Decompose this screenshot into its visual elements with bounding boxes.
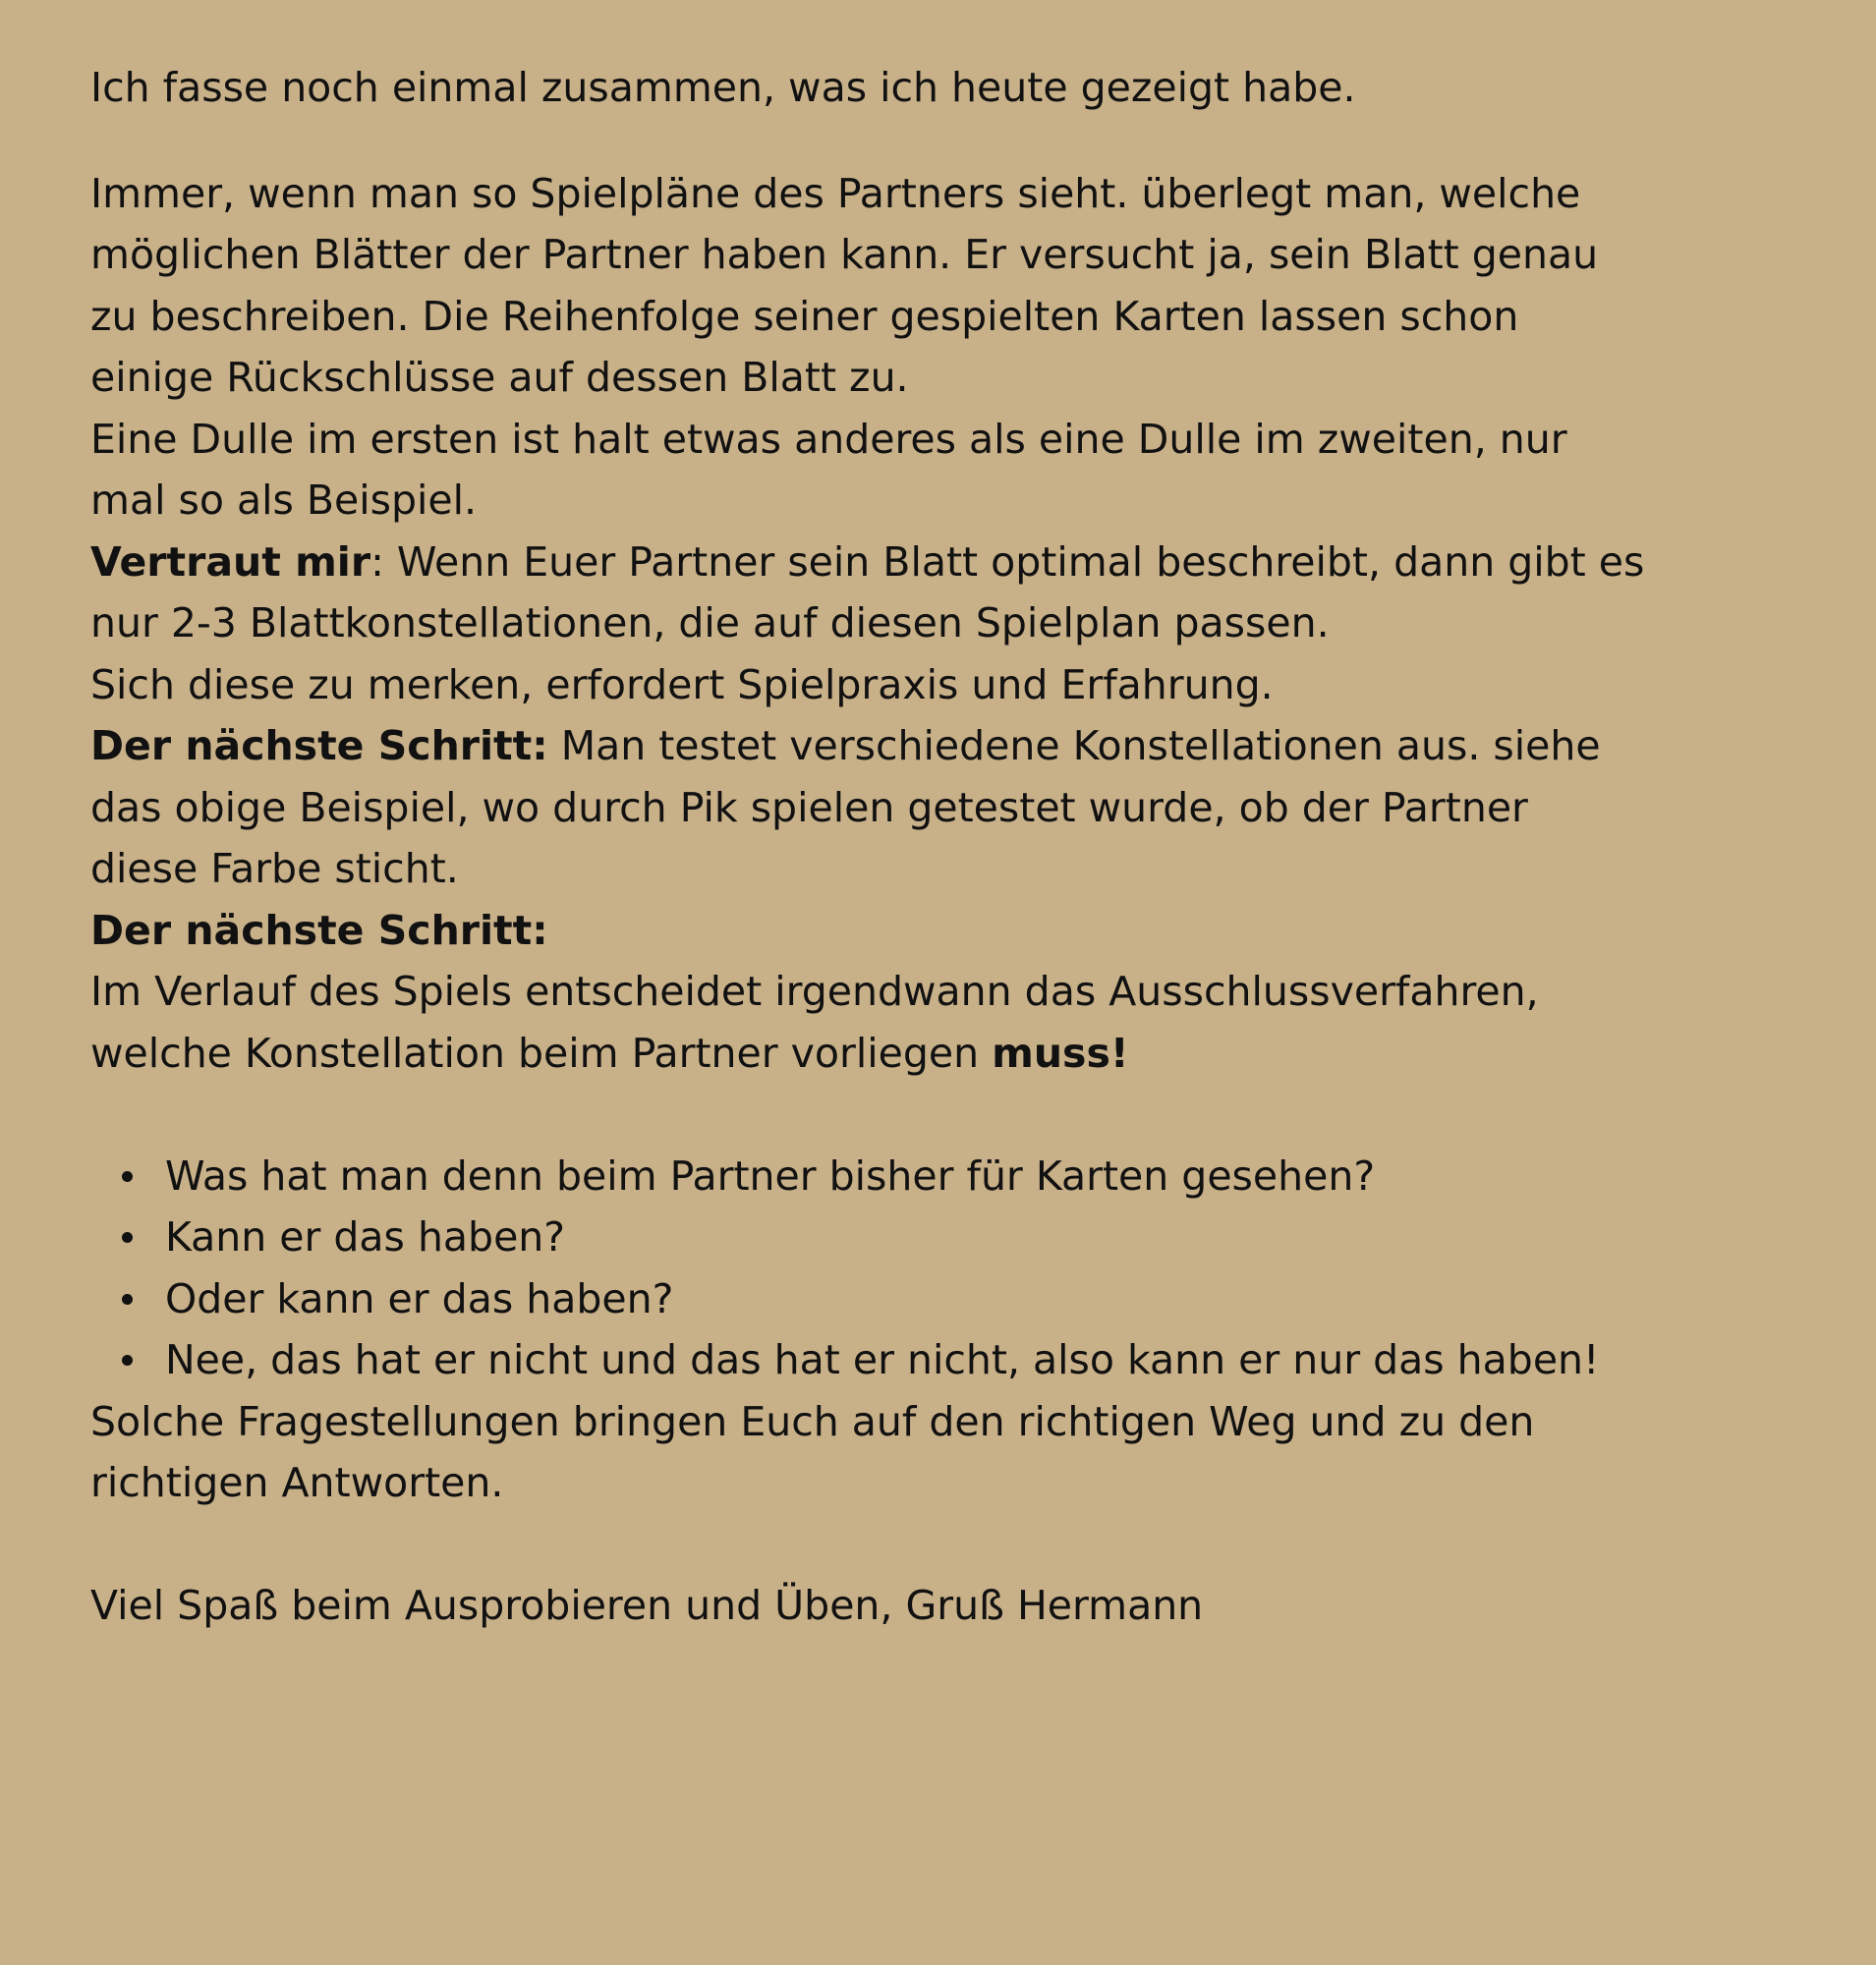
main-paragraph	[90, 163, 1820, 1085]
emphasis-next-step-2: Der nächste Schritt:	[90, 906, 548, 954]
text-line	[90, 715, 1820, 777]
spacer	[90, 1514, 1820, 1576]
list-item: Nee, das hat er nicht und das hat er nicht, also kann er nur das haben!	[90, 1329, 1820, 1391]
spacer	[90, 119, 1820, 163]
text-line: nur 2-3 Blattkonstellationen, die auf diesen Spielplan passen.	[90, 599, 1330, 646]
text-line: mal so als Beispiel.	[90, 477, 478, 524]
emphasis-next-step: Der nächste Schritt:	[90, 722, 548, 769]
conclusion-paragraph	[90, 1391, 1820, 1514]
signoff-text: Viel Spaß beim Ausprobieren und Üben, Gruß Hermann	[90, 1582, 1204, 1629]
text-line	[90, 532, 1820, 593]
spacer	[90, 1084, 1820, 1146]
list-item: Was hat man denn beim Partner bisher für Karten gesehen?	[90, 1146, 1820, 1207]
document-body	[90, 57, 1820, 1637]
text-line: richtigen Antworten.	[90, 1459, 504, 1506]
list-item: Oder kann er das haben?	[90, 1268, 1820, 1330]
emphasis-trust: Vertraut mir	[90, 537, 371, 586]
text-line: Sich diese zu merken, erfordert Spielpraxis und Erfahrung.	[90, 660, 1274, 708]
text-line: Im Verlauf des Spiels entscheidet irgendwann das Ausschlussverfahren,	[90, 968, 1539, 1015]
text-line: Solche Fragestellungen bringen Euch auf den richtigen Weg und zu den	[90, 1397, 1535, 1445]
text-fragment: : Wenn Euer Partner sein Blatt optimal beschreibt, dann gibt es	[370, 537, 1645, 586]
text-line	[90, 900, 1820, 962]
text-line: einige Rückschlüsse auf dessen Blatt zu.	[90, 354, 909, 401]
text-line: möglichen Blätter der Partner haben kann. Er versucht ja, sein Blatt genau	[90, 231, 1599, 278]
text-line: das obige Beispiel, wo durch Pik spielen getestet wurde, ob der Partner	[90, 783, 1528, 831]
text-line: Immer, wenn man so Spielpläne des Partners sieht. überlegt man, welche	[90, 169, 1581, 217]
text-line: Eine Dulle im ersten ist halt etwas anderes als eine Dulle im zweiten, nur	[90, 415, 1567, 463]
list-item: Kann er das haben?	[90, 1207, 1820, 1268]
text-line	[90, 1023, 1820, 1085]
question-list	[90, 1146, 1820, 1391]
text-line: diese Farbe sticht.	[90, 845, 459, 892]
text-fragment: Man testet verschiedene Konstellationen aus. siehe	[547, 722, 1601, 769]
intro-text: Ich fasse noch einmal zusammen, was ich heute gezeigt habe.	[90, 64, 1356, 111]
text-line: zu beschreiben. Die Reihenfolge seiner gespielten Karten lassen schon	[90, 292, 1519, 340]
emphasis-must: muss!	[992, 1029, 1129, 1077]
text-fragment: welche Konstellation beim Partner vorliegen	[90, 1029, 993, 1077]
